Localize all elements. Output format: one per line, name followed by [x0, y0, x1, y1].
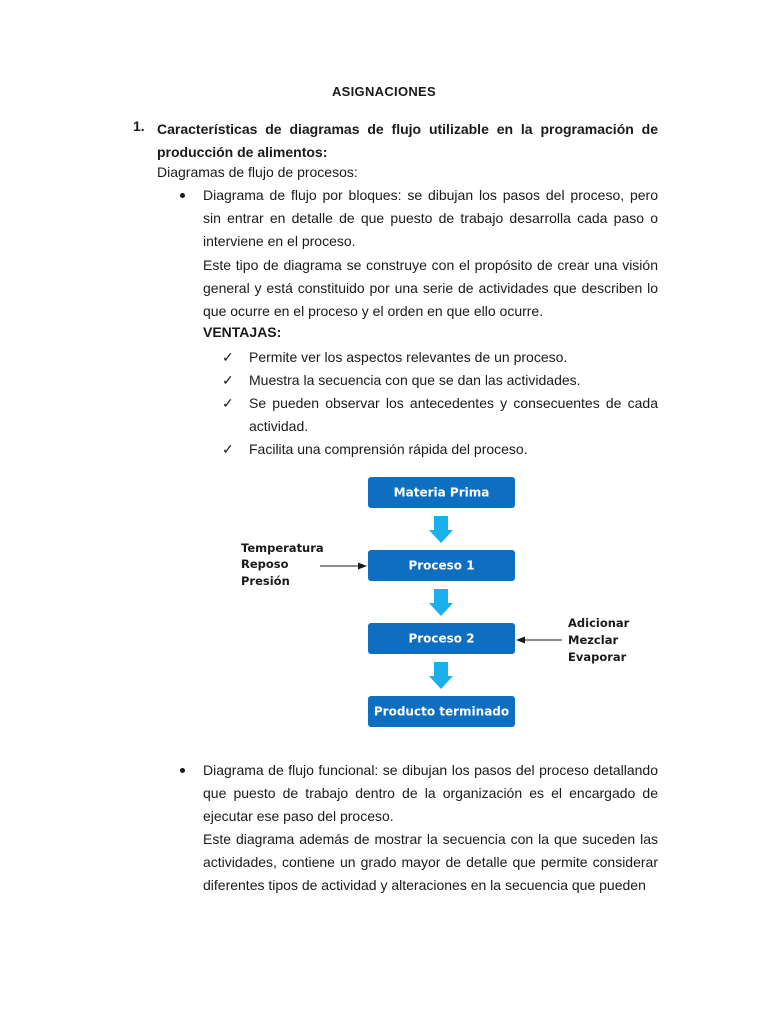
flow-step-proceso-1 — [368, 550, 515, 581]
down-arrow-icon — [429, 662, 453, 689]
svg-text:Reposo: Reposo — [241, 557, 289, 571]
ventajas-label: VENTAJAS: — [203, 324, 282, 340]
section-number: 1. — [133, 118, 145, 134]
svg-text:Proceso 1: Proceso 1 — [408, 558, 475, 573]
bullet1-paragraph-1: Diagrama de flujo por bloques: se dibujan los pasos del proceso, pero sin entrar en detalle de que puesto de trabajo desarrolla cada paso o interviene en el proceso. — [203, 187, 658, 249]
checkmark-icon: ✓ — [222, 441, 234, 457]
checkmark-icon: ✓ — [222, 349, 234, 365]
svg-text:Mezclar: Mezclar — [568, 633, 619, 647]
page-title: ASIGNACIONES — [331, 84, 436, 99]
checkmark-icon: ✓ — [222, 395, 234, 411]
bullet2-paragraph-1: Diagrama de flujo funcional: se dibujan los pasos del proceso detallando que puesto de trabajo dentro de la organización es el encargado de ejecutar ese paso del proceso. — [203, 762, 658, 824]
flow-step-materia-prima — [368, 477, 515, 508]
down-arrow-icon — [429, 516, 453, 543]
subheading: Diagramas de flujo de procesos: — [157, 164, 358, 180]
flow-step-proceso-2 — [368, 623, 515, 654]
bullet1-paragraph-2: Este tipo de diagrama se construye con el propósito de crear una visión general y está constituido por una serie de actividades que describen lo que ocurre en el proceso y el orden en que ello ocurre. — [203, 257, 658, 319]
right-arrow-icon — [320, 563, 367, 570]
left-arrow-icon — [516, 637, 562, 644]
bullet2-paragraph-2: Este diagrama además de mostrar la secuencia con la que suceden las actividades, contiene un grado mayor de detalle que permite considerar diferentes tipos de actividad y alteraciones en la secuencia que pueden — [203, 831, 658, 893]
svg-text:Adicionar: Adicionar — [568, 616, 630, 630]
flow-step-producto-terminado — [368, 696, 515, 727]
svg-text:Producto terminado: Producto terminado — [373, 704, 510, 719]
left-inputs — [241, 541, 324, 588]
down-arrow-icon — [429, 589, 453, 616]
svg-text:Evaporar: Evaporar — [568, 650, 627, 664]
svg-text:Materia Prima: Materia Prima — [393, 485, 490, 500]
bullet-dot — [180, 768, 185, 773]
list-item: ✓ Facilita una comprensión rápida del proceso. — [222, 438, 658, 461]
right-inputs — [568, 616, 630, 664]
svg-text:Presión: Presión — [241, 574, 290, 588]
list-item: ✓ Permite ver los aspectos relevantes de un proceso. — [222, 346, 658, 369]
list-item: ✓ Muestra la secuencia con que se dan las actividades. — [222, 369, 658, 392]
checkmark-icon: ✓ — [222, 372, 234, 388]
svg-text:Temperatura: Temperatura — [241, 541, 324, 555]
svg-text:Proceso 2: Proceso 2 — [408, 631, 475, 646]
section-heading: Características de diagramas de flujo utilizable en la programación de producción de alimentos: — [157, 121, 658, 160]
list-item: ✓ Se pueden observar los antecedentes y consecuentes de cada actividad. — [222, 392, 658, 438]
